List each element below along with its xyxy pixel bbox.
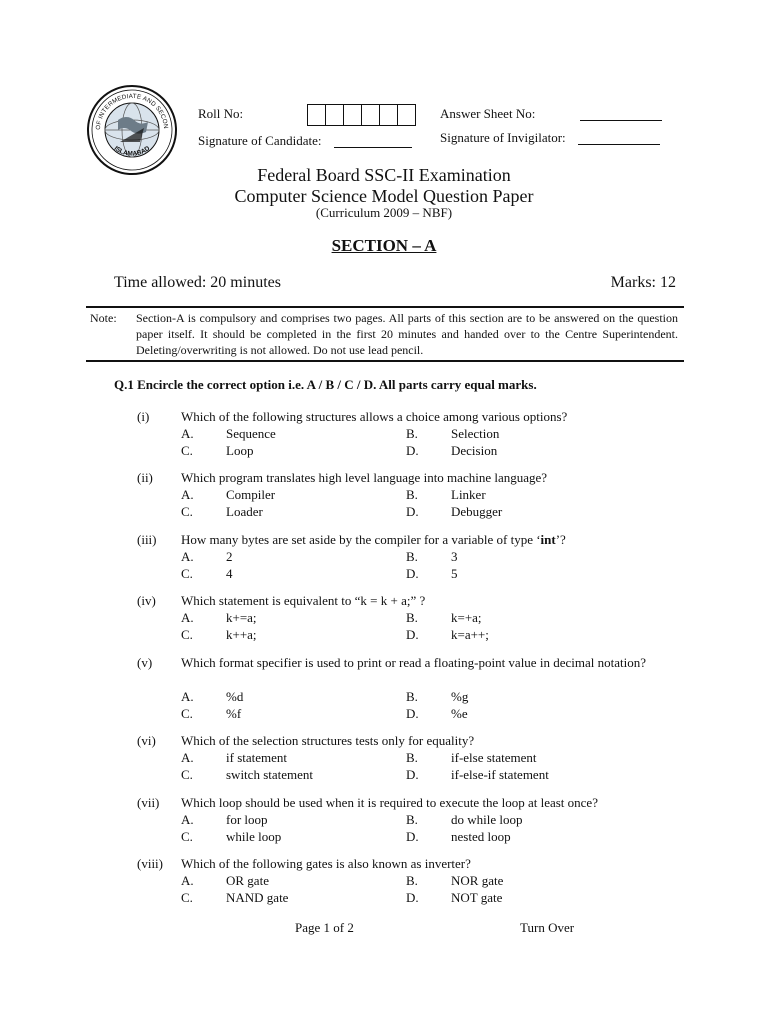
option-a[interactable]: A. OR gate	[181, 873, 269, 888]
part-number: (iv)	[137, 593, 156, 608]
option-d[interactable]: D. Debugger	[406, 504, 503, 519]
signature-candidate-field[interactable]	[334, 133, 412, 148]
option-d[interactable]: D. k=a++;	[406, 627, 489, 642]
part-number: (vi)	[137, 733, 156, 748]
logo-top-text: OF INTERMEDIATE AND SECON	[94, 92, 170, 131]
roll-no-label: Roll No:	[198, 106, 244, 121]
part-number: (vii)	[137, 795, 160, 810]
note-bottom-rule	[86, 360, 684, 362]
roll-no-box[interactable]	[343, 104, 362, 126]
part-text: How many bytes are set aside by the compiler for a variable of type ‘int’?	[181, 532, 566, 547]
part-number: (iii)	[137, 532, 157, 547]
part-text: Which format specifier is used to print or read a floating-point value in decimal notation?	[181, 655, 646, 670]
part-number: (viii)	[137, 856, 163, 871]
option-b[interactable]: B. 3	[406, 549, 458, 564]
logo-bottom-text: ISLAMABAD	[112, 144, 152, 158]
option-b[interactable]: B. Selection	[406, 426, 500, 441]
option-b[interactable]: B. do while loop	[406, 812, 523, 827]
option-c[interactable]: C. k++a;	[181, 627, 257, 642]
part-number: (v)	[137, 655, 153, 670]
option-d[interactable]: D. NOT gate	[406, 890, 503, 905]
page-number: Page 1 of 2	[295, 920, 354, 935]
part-number: (i)	[137, 409, 150, 424]
option-d[interactable]: D. nested loop	[406, 829, 511, 844]
part-text: Which statement is equivalent to “k = k + a;” ?	[181, 593, 426, 608]
board-logo	[86, 84, 178, 176]
option-b[interactable]: B. %g	[406, 689, 469, 704]
option-d[interactable]: D. Decision	[406, 443, 498, 458]
option-c[interactable]: C. Loop	[181, 443, 254, 458]
option-a[interactable]: A. 2	[181, 549, 233, 564]
option-a[interactable]: A. %d	[181, 689, 244, 704]
option-a[interactable]: A. for loop	[181, 812, 268, 827]
part-text: Which program translates high level language into machine language?	[181, 470, 548, 485]
option-d[interactable]: D. if-else-if statement	[406, 767, 549, 782]
option-c[interactable]: C. NAND gate	[181, 890, 289, 905]
question-heading: Q.1 Encircle the correct option i.e. A / B / C / D. All parts carry equal marks.	[114, 377, 537, 392]
part-number: (ii)	[137, 470, 153, 485]
note-top-rule	[86, 306, 684, 308]
part-text: Which of the selection structures tests only for equality?	[181, 733, 475, 748]
board-seal-icon	[86, 84, 178, 176]
option-b[interactable]: B. Linker	[406, 487, 486, 502]
roll-no-box[interactable]	[307, 104, 326, 126]
option-b[interactable]: B. k=+a;	[406, 610, 482, 625]
exam-title: Federal Board SSC-II Examination	[257, 165, 511, 185]
option-a[interactable]: A. Compiler	[181, 487, 276, 502]
option-d[interactable]: D. %e	[406, 706, 468, 721]
option-c[interactable]: C. %f	[181, 706, 242, 721]
section-heading: SECTION – A	[331, 236, 437, 255]
option-c[interactable]: C. switch statement	[181, 767, 314, 782]
option-a[interactable]: A. k+=a;	[181, 610, 257, 625]
roll-no-boxes[interactable]	[307, 104, 416, 126]
option-d[interactable]: D. 5	[406, 566, 458, 581]
time-allowed: Time allowed: 20 minutes	[114, 274, 281, 291]
part-text: Which loop should be used when it is required to execute the loop at least once?	[181, 795, 598, 810]
roll-no-box[interactable]	[397, 104, 416, 126]
part-text: Which of the following structures allows a choice among various options?	[181, 409, 568, 424]
turn-over-label: Turn Over	[520, 920, 575, 935]
option-a[interactable]: A. Sequence	[181, 426, 276, 441]
option-a[interactable]: A. if statement	[181, 750, 288, 765]
option-c[interactable]: C. Loader	[181, 504, 263, 519]
roll-no-box[interactable]	[361, 104, 380, 126]
part-text: Which of the following gates is also known as inverter?	[181, 856, 471, 871]
roll-no-box[interactable]	[379, 104, 398, 126]
signature-candidate-label: Signature of Candidate:	[198, 133, 322, 148]
option-b[interactable]: B. NOR gate	[406, 873, 504, 888]
paper-title: Computer Science Model Question Paper	[234, 186, 534, 206]
answer-sheet-field[interactable]	[580, 106, 662, 121]
int-keyword: int	[540, 532, 556, 547]
signature-invigilator-label: Signature of Invigilator:	[440, 130, 566, 145]
answer-sheet-label: Answer Sheet No:	[440, 106, 536, 121]
marks: Marks: 12	[610, 274, 676, 291]
note-text: Section-A is compulsory and comprises two pages. All parts of this section are to be answered on the question paper itself. It should be completed in the first 20 minutes and handed over to the Centre Superintendent. Deleting/overwriting is not allowed. Do not use lead pencil.	[136, 311, 678, 357]
roll-no-box[interactable]	[325, 104, 344, 126]
option-b[interactable]: B. if-else statement	[406, 750, 537, 765]
signature-invigilator-field[interactable]	[578, 130, 660, 145]
curriculum-subtitle: (Curriculum 2009 – NBF)	[315, 205, 453, 220]
option-c[interactable]: C. while loop	[181, 829, 282, 844]
option-c[interactable]: C. 4	[181, 566, 233, 581]
note-label: Note:	[90, 311, 117, 325]
